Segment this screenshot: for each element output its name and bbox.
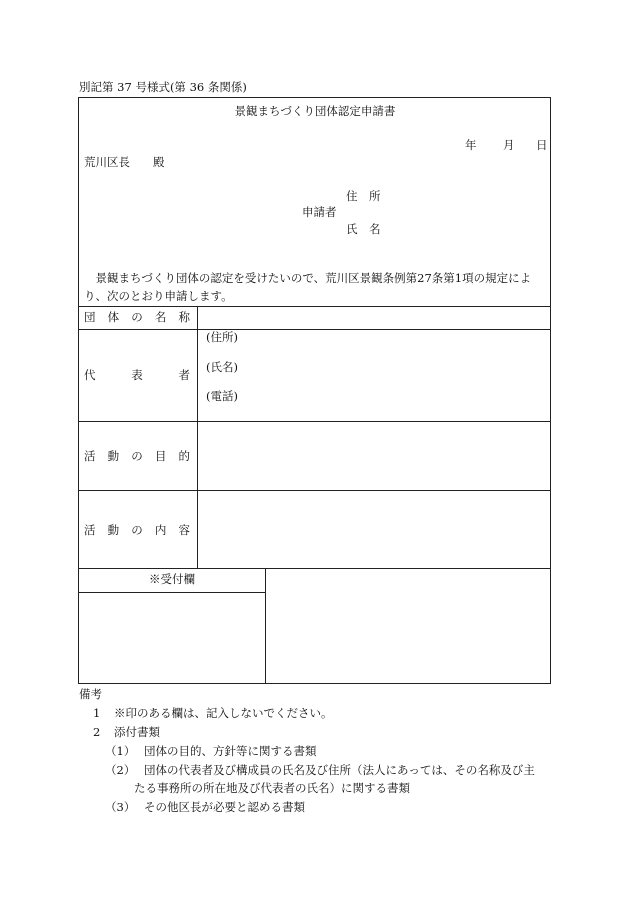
- note-2-number: 2: [93, 725, 101, 739]
- date-year-label: 年: [465, 138, 477, 152]
- group-name-char: の: [131, 310, 143, 324]
- representative-label: [84, 370, 190, 382]
- date-month-label: 月: [503, 138, 515, 152]
- application-statement-line1: 景観まちづくり団体の認定を受けたいので、荒川区景観条例第27条第1項の規定によ: [84, 271, 532, 285]
- table-line-3: [78, 421, 551, 422]
- table-line-5: [78, 568, 551, 569]
- application-statement-line2: り、次のとおり申請します。: [84, 289, 233, 303]
- reception-header: ※受付欄: [149, 572, 195, 586]
- purpose-char: 目: [154, 449, 167, 463]
- purpose-char: 動: [107, 449, 120, 463]
- representative-char: 者: [178, 368, 190, 382]
- note-1-number: 1: [93, 706, 101, 720]
- table-line-2: [78, 329, 551, 330]
- purpose-char: の: [131, 449, 143, 463]
- form-frame: [78, 97, 551, 684]
- content-char: の: [131, 523, 143, 537]
- note-2-sub-2-text-line2: たる事務所の所在地及び代表者の氏名）に関する書類: [134, 781, 410, 795]
- purpose-char: 的: [178, 449, 190, 463]
- group-name-char: 体: [107, 310, 120, 324]
- applicant-label: 申請者: [302, 205, 337, 219]
- rep-address-field: (住所): [206, 330, 238, 344]
- group-name-char: 団: [84, 310, 96, 324]
- note-2-sub-1-number: （1）: [105, 744, 136, 758]
- rep-phone-field: (電話): [206, 389, 238, 403]
- reception-header-line: [78, 592, 266, 593]
- table-line-top: [78, 306, 551, 307]
- note-2-sub-2-text-line1: 団体の代表者及び構成員の氏名及び住所（法人にあっては、その名称及び主: [144, 763, 535, 777]
- purpose-char: 活: [84, 449, 96, 463]
- rep-name-field: (氏名): [206, 360, 238, 374]
- note-2-sub-3-text: その他区長が必要と認める書類: [144, 800, 305, 814]
- content-char: 動: [107, 523, 120, 537]
- group-name-char: 称: [178, 310, 190, 324]
- table-line-4: [78, 490, 551, 491]
- note-2-sub-1-text: 団体の目的、方針等に関する書類: [144, 744, 317, 758]
- applicant-name-label: 氏 名: [346, 222, 381, 236]
- representative-char: 代: [84, 368, 96, 382]
- addressee: 荒川区長 殿: [84, 155, 165, 169]
- table-column-divider: [197, 306, 198, 568]
- group-name-label: [84, 312, 190, 324]
- applicant-address-label: 住 所: [346, 189, 381, 203]
- form-number: 別記第 37 号様式(第 36 条関係): [79, 80, 247, 94]
- note-2-sub-3-number: （3）: [105, 800, 136, 814]
- group-name-char: 名: [154, 310, 167, 324]
- note-1-text: ※印のある欄は、記入しないでください。: [114, 706, 333, 720]
- representative-char: 表: [131, 368, 143, 382]
- content-char: 活: [84, 523, 96, 537]
- form-title: 景観まちづくり団体認定申請書: [234, 104, 396, 118]
- note-2-text: 添付書類: [114, 725, 160, 739]
- date-day-label: 日: [536, 138, 548, 152]
- activity-content-label: [84, 525, 190, 537]
- notes-heading: 備考: [79, 687, 102, 701]
- activity-purpose-label: [84, 451, 190, 463]
- content-char: 内: [154, 523, 167, 537]
- note-2-sub-2-number: （2）: [105, 763, 136, 777]
- content-char: 容: [178, 523, 190, 537]
